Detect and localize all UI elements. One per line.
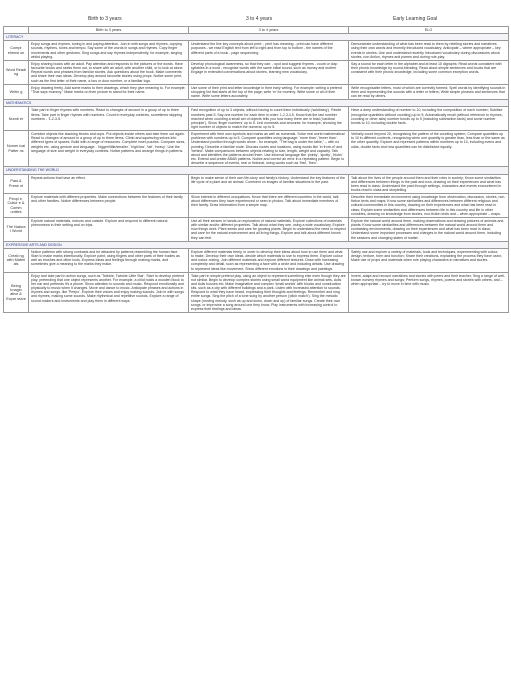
table-row xyxy=(4,60,509,84)
area-label: Numb er xyxy=(4,107,29,131)
header-elg: ELG xyxy=(349,27,509,34)
area-label: Compr ehensi on xyxy=(4,41,29,61)
header-area xyxy=(4,27,29,34)
table-row xyxy=(4,194,509,218)
birth-to-3-cell: Combine objects like stacking blocks and cups. Put objects inside others and take them out again. React to changes of amount in a group of up to three items. Climb and squeezing selves into different types of spaces. Build with a range of resources. Complete inset puzzles. Compare sizes, weights etc. using gesture and language - 'bigger/little/smaller', 'high/low', 'tall', 'heavy'. Use the language of size and weight in everyday contexts. Notice patterns and arrange things in patterns. xyxy=(29,131,189,167)
three-to-four-cell: Take part in simple pretend play, using an object to represent something else even though they are not similar. Begin to develop complex stories using small world equipment like animal sets, dolls and dolls houses etc. Make imaginative and complex 'small worlds' with blocks and construction kits, such as a city with different buildings and a park. Listen with increased attention to sounds. Respond to what they have heard, expressing their thoughts and feelings. Remember and sing entire songs. Sing the pitch of a tone sung by another person ('pitch match'). Sing the melodic shape (moving melody, such as up and down, down and up) of familiar songs. Create their own songs, or improvise a song around one they know. Play instruments with increasing control to express their feelings and ideas. xyxy=(189,272,349,312)
area-label: Past & Prese nt xyxy=(4,174,29,194)
top-header-birth-to-3: Birth to 3 years xyxy=(88,16,122,22)
table-row xyxy=(4,41,509,61)
birth-to-3-cell: Enjoy songs and rhymes, tuning in and paying attention. Join in with songs and rhymes, copying sounds, rhythms, tunes and tempo. Say some of the words in songs and rhymes. Copy finger movements and other gestures. Sing songs and say rhymes independently, for example, singing whilst playing. xyxy=(29,41,189,61)
elg-cell: Write recognisable letters, most of which are correctly formed; Spell words by identifying sounds in them and representing the sounds with a letter or letters; Write simple phrases and sentences that can be read by others. xyxy=(349,84,509,99)
three-to-four-cell: Fast recognition of up to 3 objects, without having to count them individually ('subitising'). Recite numbers past 5. Say one number for each item in order: 1,2,3,4,5. Know that the last number reached when counting a small set of objects tells you how many there are in total ('cardinal principle'). Show 'finger numbers' up to 5. Link numerals and amounts: for example, showing the right number of objects to match the numeral, up to 5. xyxy=(189,107,349,131)
elg-cell: Explore the natural world around them, making observations and drawing pictures of animals and plants; Know some similarities and differences between the natural world around them and contrasting environments, drawing on their experiences and what has been read in class; Understand some important processes and changes in the natural world around them, including the seasons and changing states of matter. xyxy=(349,217,509,241)
section-title: EXPRESSIVE ARTS AND DESIGN xyxy=(4,241,509,248)
three-to-four-cell: Understand the five key concepts about print: - print has meaning - print can have different purposes - we read English text from left to right and from top to bottom - the names of the different parts of a book - page sequencing xyxy=(189,41,349,61)
birth-to-3-cell: Enjoy and take part in action songs, such as 'Twinkle, Twinkle Little Star'. Start to develop pretend play, pretending that one object represents another. For example, a child holds a wooden block to her ear and pretends it's a phone. Show attention to sounds and music. Respond emotionally and physically to music when it changes. Move and dance to music. Anticipate phrases and actions in rhymes and songs, like 'Peepo'. Explore their voices and enjoy making sounds. Join in with songs and rhymes, making some sounds. Make rhythmical and repetitive sounds. Explore a range of sound-makers and instruments and play them in different ways. xyxy=(29,272,189,312)
birth-to-3-cell: Explore natural materials, indoors and outside. Explore and respond to different natural phenomena in their setting and on trips. xyxy=(29,217,189,241)
birth-to-3-cell: Notice patterns with strong contrasts and be attracted by patterns resembling the human face. Start to make marks intentionally. Explore paint, using fingers and other parts of their bodies as well as brushes and other tools. Express ideas and feelings through making marks, and sometimes give a meaning to the marks they make. xyxy=(29,248,189,272)
top-header-3-to-4: 3 to 4 years xyxy=(246,16,273,22)
top-header-elg: Early Learning Goal xyxy=(393,16,438,22)
elg-cell: Say a sound for each letter in the alphabet and at least 10 digraphs; Read words consistent with their phonic knowledge by sound-blending; Read aloud simple sentences and books that are consistent with their phonic knowledge, including some common exception words. xyxy=(349,60,509,84)
header-birth-to-3: Birth to 3 years xyxy=(29,27,189,34)
table-row xyxy=(4,131,509,167)
elg-cell: Verbally count beyond 20, recognising the pattern of the counting system; Compare quantities up to 10 in different contexts, recognising when one quantity is greater than, less than or the same as the other quantity; Explore and represent patterns within numbers up to 10, including evens and odds, double facts and how quantities can be distributed equally. xyxy=(349,131,509,167)
table-row xyxy=(4,84,509,99)
table-row xyxy=(4,272,509,312)
curriculum-table xyxy=(3,26,509,313)
table-row xyxy=(4,248,509,272)
three-to-four-cell: Show interest in different occupations. Know that there are different countries in the world, talk about differences they have experienced or seen in photos. Talk about immediate members of their family. Draw information from a simple map. xyxy=(189,194,349,218)
table-row xyxy=(4,217,509,241)
three-to-four-cell: Begin to make sense of their own life-story and family's history. Understand the key features of the life cycle of a plant and an animal. Comment on images of familiar situations in the past. xyxy=(189,174,349,194)
birth-to-3-cell: Explore materials with different properties. Make connections between the features of their family and other families. Notice differences between people. xyxy=(29,194,189,218)
three-to-four-cell: Use all their senses in hands-on exploration of natural materials. Explore collections of materials with similar and/or different properties. Talk about what they see, using a wide vocabulary. Explore how things work. Plant seeds and care for growing plants. Begin to understand the need to respect and care for the natural environment and all living things. Explore and talk about different forces they can feel. xyxy=(189,217,349,241)
birth-to-3-cell: Repeat actions that have an effect. xyxy=(29,174,189,194)
section-title: MATHEMATICS xyxy=(4,100,509,107)
header-3-to-4: 3 to 4 years xyxy=(189,27,349,34)
birth-to-3-cell: Take part in finger rhymes with numbers. React to changes of amount in a group of up to three items. Take part in finger rhymes with numbers. Count in everyday contexts, sometimes skipping numbers - '1-2-3-5.' xyxy=(29,107,189,131)
area-label: The Natura l World xyxy=(4,217,29,241)
elg-cell: Demonstrate understanding of what has been read to them by retelling stories and narratives using their own words and recently introduced vocabulary; Anticipate – where appropriate – key events in stories; Use and understand recently introduced vocabulary during discussions about stories, non-fiction, rhymes and poems and during role-play. xyxy=(349,41,509,61)
area-label: Word Readi ng xyxy=(4,60,29,84)
table-row xyxy=(4,174,509,194)
area-label: Creati ng with Materi als xyxy=(4,248,29,272)
area-label: Peopl e, Cultur e & Comm unities xyxy=(4,194,29,218)
elg-cell: Talk about the lives of the people around them and their roles in society; Know some similarities and differences between things in the past and now, drawing on their experiences and what has been read in class; Understand the past through settings, characters and events encountered in books read in class and storytelling. xyxy=(349,174,509,194)
birth-to-3-cell: Enjoy sharing books with an adult. Pay attention and responds to the pictures or the words. Have favourite books and seeks them out, to share with an adult, with another child, or to look at alone. Repeat words and phrases from familiar stories. Ask questions about the book. Make comments and share their own ideas. Develop play around favourite stories using props. Notice some print, such as the first letter of their name, a bus or door number, or a familiar logo. xyxy=(29,60,189,84)
section-header-row xyxy=(4,34,509,41)
elg-cell: Describe their immediate environment using knowledge from observation, discussion, stories, non-fiction texts and maps; Know some similarities and differences between different religious and cultural communities in this country, drawing on their experiences and what has been read in class; Explain some similarities and differences between life in this country and life in other countries, drawing on knowledge from stories, non-fiction texts and – when appropriate – maps. xyxy=(349,194,509,218)
section-header-row xyxy=(4,100,509,107)
birth-to-3-cell: Enjoy drawing freely. Add some marks to their drawings, which they give meaning to. For example: "That says mummy." Make marks on their picture to stand for their name. xyxy=(29,84,189,99)
three-to-four-cell: Explore different materials freely, in order to develop their ideas about how to use them and what to make. Develop their own ideas, decide which materials to use to express them. Explore colour and colour-mixing. Join different materials and explore different textures. Draw with increasing complexity and detail, such as representing a face with a circle and including details. Use drawing to represent ideas like movement. Show different emotions in their drawings and paintings. xyxy=(189,248,349,272)
elg-cell: Have a deep understanding of number to 10, including the composition of each number; Subitise (recognise quantities without counting) up to 5; Automatically recall (without reference to rhymes, counting or other aids) number bonds up to 5 (including subtraction facts) and some number bonds to 10, including double facts. xyxy=(349,107,509,131)
section-title: LITERACY xyxy=(4,34,509,41)
section-header-row xyxy=(4,241,509,248)
table-header-row xyxy=(4,27,509,34)
section-title: UNDERSTANDING THE WORLD xyxy=(4,167,509,174)
three-to-four-cell: Use some of their print and letter knowledge in their early writing. For example: writing a pretend shopping list that starts at the top of the page; write 'm' for mummy. Write some or all of their name. Write some letters accurately. xyxy=(189,84,349,99)
area-label: Being Imagin ative & Expre ssive xyxy=(4,272,29,312)
area-label: Writin g xyxy=(4,84,29,99)
section-header-row xyxy=(4,167,509,174)
three-to-four-cell: Experiment with their own symbols and marks as well as numerals. Solve real world mathematical problems with numbers up to 5. Compare quantities using language: 'more than', 'fewer than'. Understand position through words alone - for example, "The bag is under the table," – with no pointing. Describe a familiar route. Discuss routes and locations, using words like 'in front of' and 'behind'. Make comparisons between objects relating to size, length, weight and capacity. Talk about and identifies the patterns around them. Use informal language like 'pointy', 'spotty', 'blobs' etc. Extend and create ABAB patterns. Notice and correct an error in a repeating pattern. Begin to describe a sequence of events, real or fictional, using words such as 'first', 'then'. xyxy=(189,131,349,167)
area-label: Numer ical Patter ns xyxy=(4,131,29,167)
table-row xyxy=(4,107,509,131)
elg-cell: Safely use and explore a variety of materials, tools and techniques, experimenting with colour, design, texture, form and function; Share their creations, explaining the process they have used; Make use of props and materials when role playing characters in narratives and stories. xyxy=(349,248,509,272)
three-to-four-cell: Develop phonological awareness, so that they can: - spot and suggest rhymes - count or clap syllables in a word - recognise words with the same initial sound, such as money and mother Engage in extended conversations about stories, learning new vocabulary. xyxy=(189,60,349,84)
elg-cell: Invent, adapt and recount narratives and stories with peers and their teacher; Sing a range of well-known nursery rhymes and songs; Perform songs, rhymes, poems and stories with others, and – when appropriate – try to move in time with music. xyxy=(349,272,509,312)
